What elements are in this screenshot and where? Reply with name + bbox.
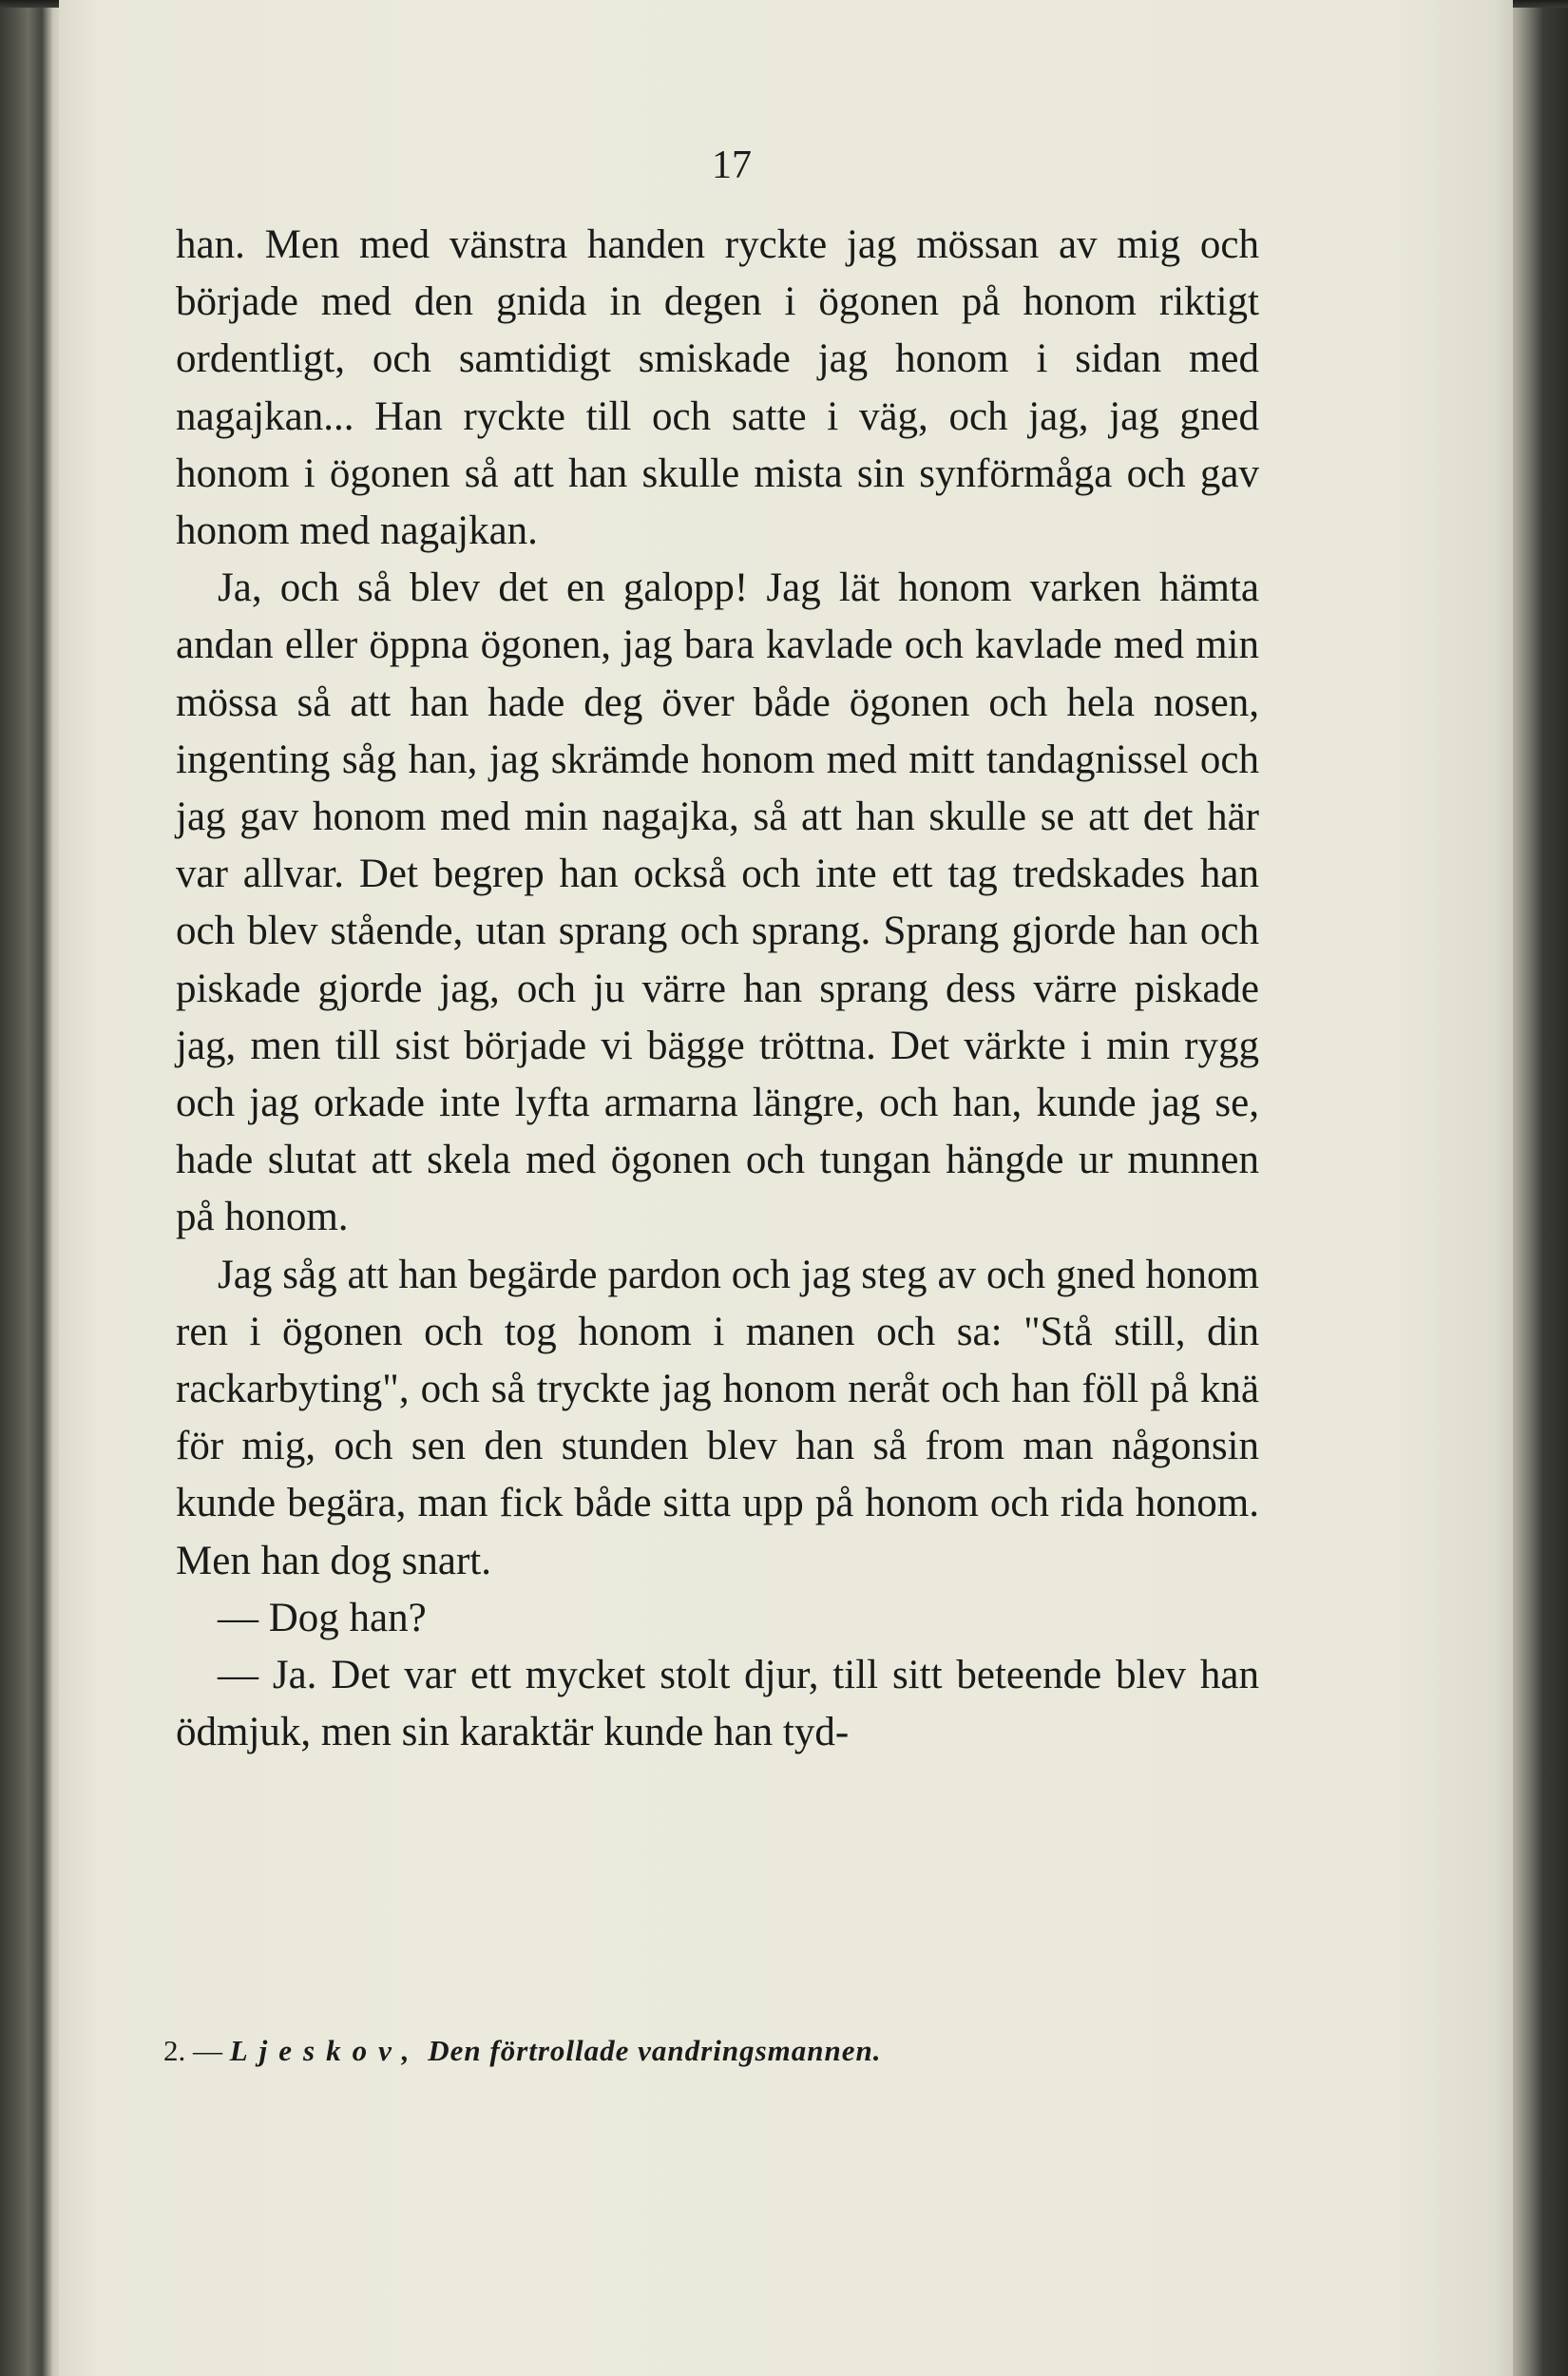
dialogue-line-2: — Ja. Det var ett mycket stolt djur, till sitt beteende blev han ödmjuk, men sin karaktär kunde han tyd- [176, 1653, 1259, 1755]
paragraph-3: Jag såg att han begärde pardon och jag steg av och gned honom ren i ögonen och tog honom i manen och sa: "Stå still, din rackarbyting", och så tryckte jag honom neråt och han föll på knä för mig, och sen den stunden blev han så from man någonsin kunde begära, man fick både sitta upp på honom och rida honom. Men han dog snart. [176, 1252, 1259, 1583]
signature-footer [163, 2034, 1114, 2068]
footer-title: Den förtrollade vandringsmannen. [428, 2034, 882, 2067]
signature-mark: 2. — [163, 2034, 222, 2067]
paragraph-1: han. Men med vänstra handen ryckte jag mössan av mig och började med den gnida in degen i ögonen på honom riktigt ordentligt, och samtidigt smiskade jag honom i sidan med nagajkan... Han ryckte till och satte i väg, och jag, jag gned honom i ögonen så att han skulle mista sin synförmåga och gav honom med nagajkan. [176, 222, 1259, 554]
body-text [176, 217, 1259, 1761]
footer-author: Ljeskov, [229, 2034, 421, 2067]
dialogue-line-1: — Dog han? [218, 1595, 427, 1640]
paragraph-2: Ja, och så blev det en galopp! Jag lät honom varken hämta andan eller öppna ögonen, jag bara kavlade och kavlade med min mössa så att han hade deg över både ögonen och hela nosen, ingenting såg han, jag skrämde honom med mitt tandagnissel och jag gav honom med min nagajka, så att han skulle se att det här var allvar. Det begrep han också och inte ett tag tredskades han och blev stående, utan sprang och sprang. Sprang gjorde han och piskade gjorde jag, och ju värre han sprang dess värre piskade jag, men till sist började vi bägge tröttna. Det värkte i min rygg och jag orkade inte lyfta armarna längre, och han, kunde jag se, hade slutat att skela med ögonen och tungan hängde ur munnen på honom. [176, 565, 1259, 1240]
page-number: 17 [712, 144, 752, 187]
